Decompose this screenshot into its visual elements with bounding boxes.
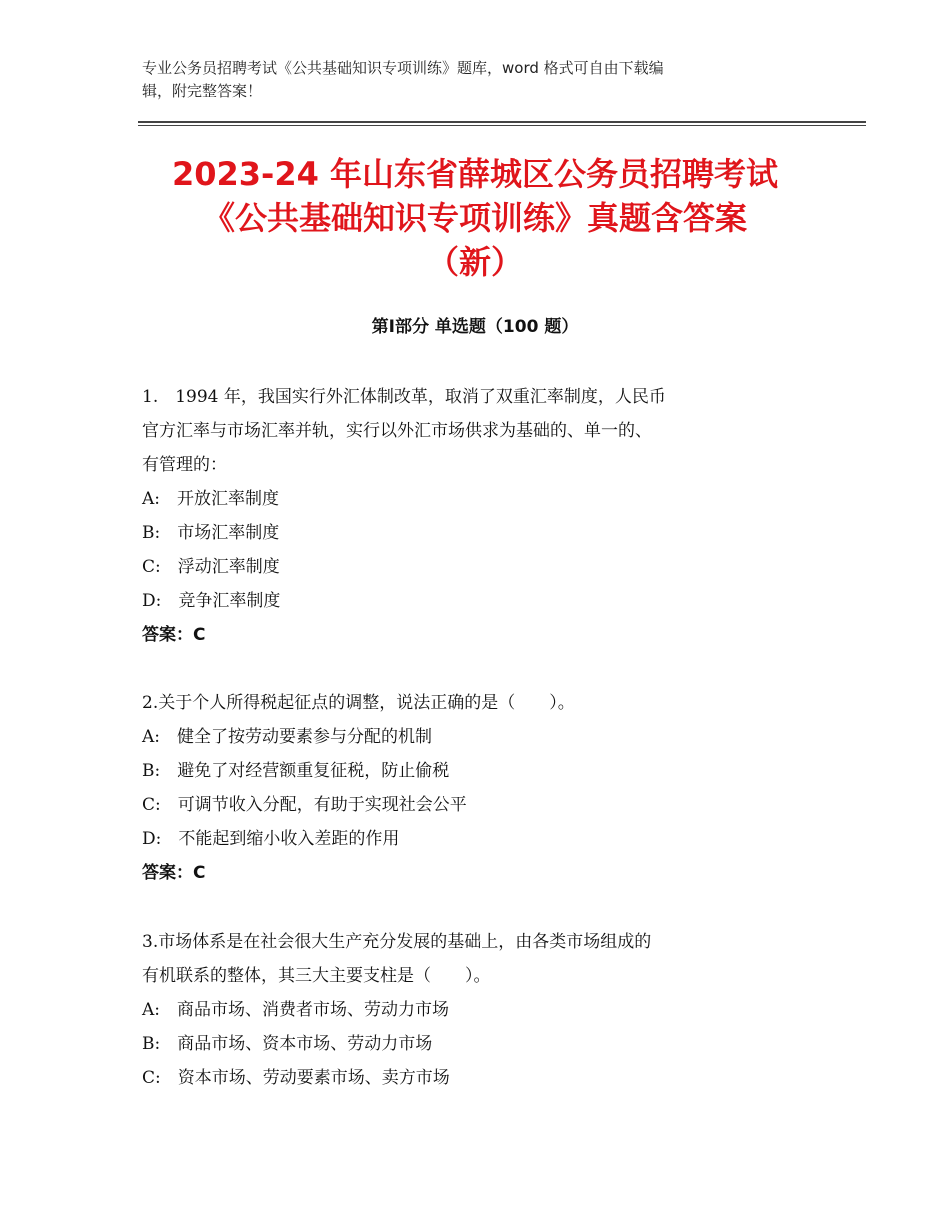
question-stem-line: 1. 1994 年，我国实行外汇体制改革，取消了双重汇率制度，人民币 (142, 387, 666, 407)
header-note-line: 专业公务员招聘考试《公共基础知识专项训练》题库，word 格式可自由下载编 (142, 59, 664, 77)
title-line: 2023-24 年山东省薛城区公务员招聘考试 (171, 155, 779, 193)
option-d: D: 不能起到缩小收入差距的作用 (142, 829, 400, 849)
header-divider-thin (138, 125, 866, 126)
option-d: D: 竞争汇率制度 (142, 591, 281, 611)
question-stem (142, 380, 822, 482)
question-stem-line: 有管理的： (142, 455, 227, 475)
option-a: A: 商品市场、消费者市场、劳动力市场 (142, 1000, 450, 1020)
answer: 答案：C (142, 863, 206, 883)
title-line: （新） (426, 243, 523, 281)
header-note (142, 57, 802, 103)
header-divider (138, 121, 866, 123)
question-stem (142, 925, 822, 993)
option-c: C: 可调节收入分配，有助于实现社会公平 (142, 795, 467, 815)
section-heading: 第Ⅰ部分 单选题（100 题） (371, 317, 579, 337)
title-line: 《公共基础知识专项训练》真题含答案 (202, 199, 747, 237)
option-c: C: 资本市场、劳动要素市场、卖方市场 (142, 1068, 450, 1088)
question-stem-line: 有机联系的整体，其三大主要支柱是（ ）。 (142, 966, 491, 986)
question-stem (142, 686, 822, 720)
option-b: B: 商品市场、资本市场、劳动力市场 (142, 1034, 433, 1054)
question-3 (142, 925, 822, 1095)
question-stem-line: 3.市场体系是在社会很大生产充分发展的基础上，由各类市场组成的 (142, 932, 652, 952)
question-1 (142, 380, 822, 652)
answer: 答案：C (142, 625, 206, 645)
option-b: B: 避免了对经营额重复征税，防止偷税 (142, 761, 450, 781)
question-stem-line: 官方汇率与市场汇率并轨，实行以外汇市场供求为基础的、单一的、 (142, 421, 652, 441)
option-b: B: 市场汇率制度 (142, 523, 280, 543)
option-c: C: 浮动汇率制度 (142, 557, 280, 577)
header-note-line: 辑，附完整答案！ (142, 82, 263, 100)
question-2 (142, 686, 822, 890)
question-stem-line: 2.关于个人所得税起征点的调整，说法正确的是（ ）。 (142, 693, 575, 713)
option-a: A: 健全了按劳动要素参与分配的机制 (142, 727, 433, 747)
option-a: A: 开放汇率制度 (142, 489, 280, 509)
document-title (120, 152, 830, 284)
